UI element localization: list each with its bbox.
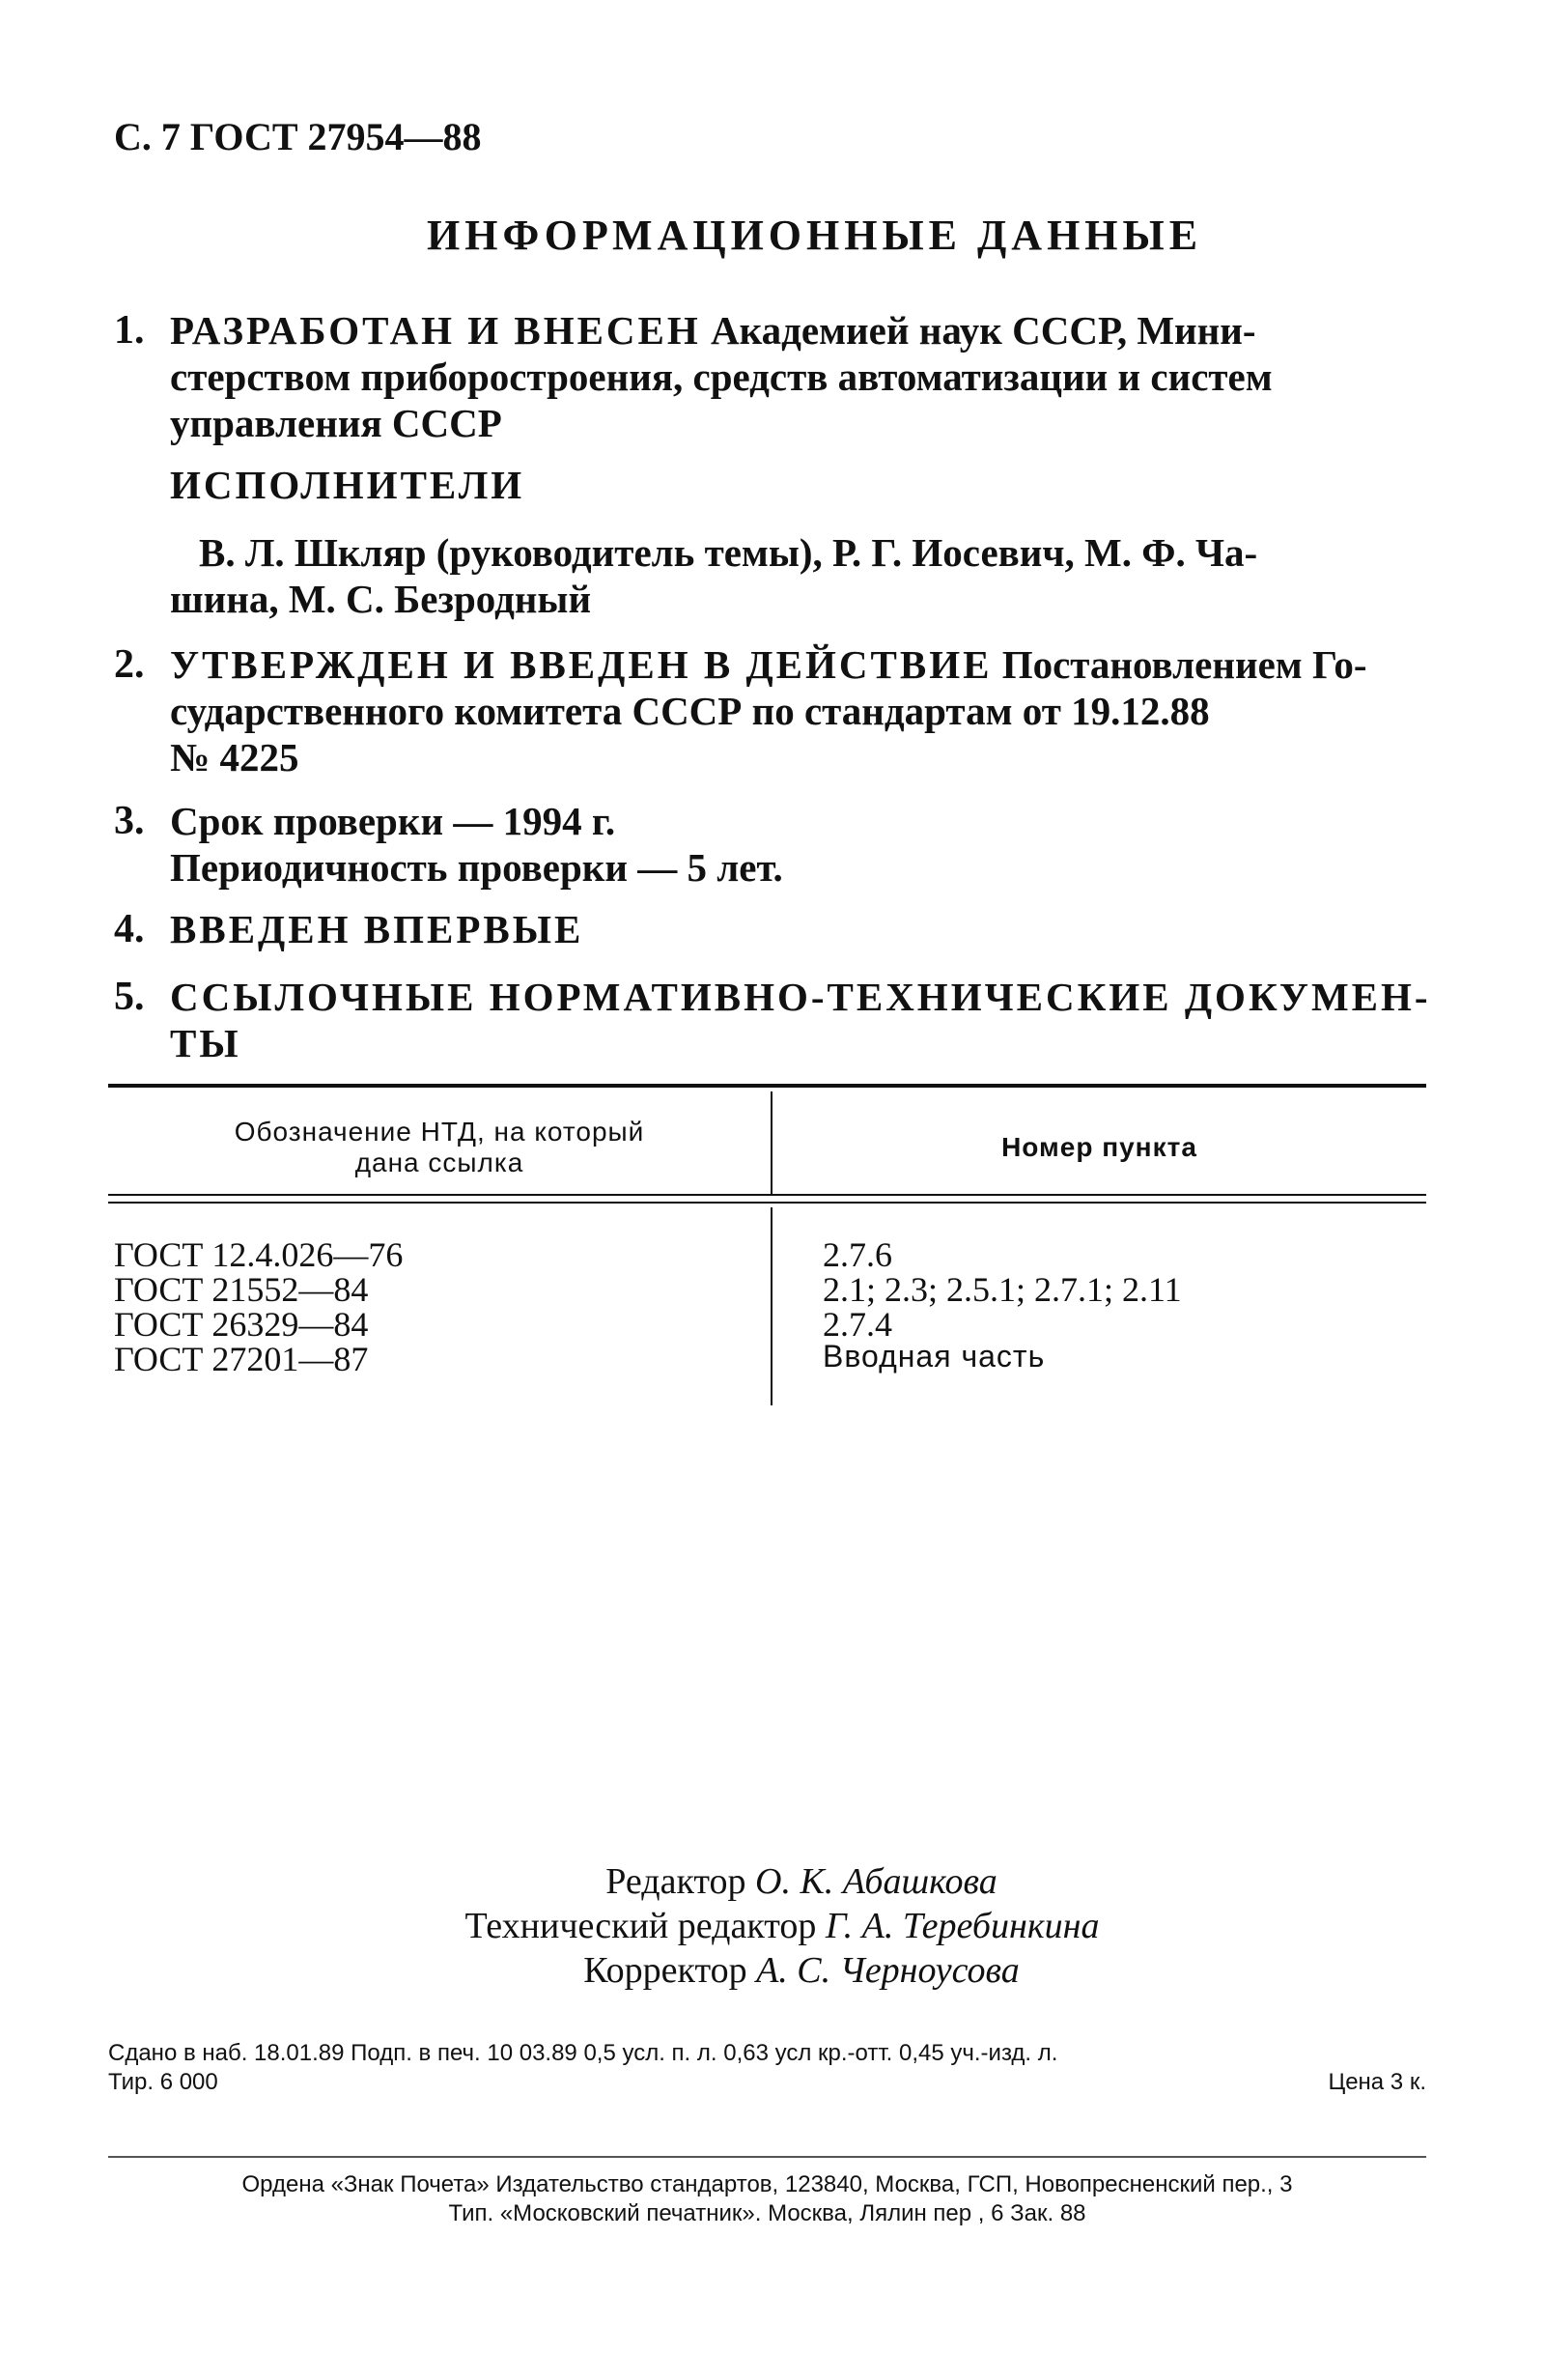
table-row-2-doc: ГОСТ 21552—84 [114,1270,369,1309]
document-title: ИНФОРМАЦИОННЫЕ ДАННЫЕ [427,212,1203,259]
item-5-line-2: ТЫ [170,1021,241,1065]
credit-tech-name: Г. А. Теребинкина [825,1906,1100,1946]
item-1-lead: РАЗРАБОТАН И ВНЕСЕН [170,308,701,353]
credit-tech-editor [0,1905,1545,1947]
item-2-line-3: № 4225 [170,735,299,779]
table-top-rule [108,1084,1426,1088]
item-5-line-1: ССЫЛОЧНЫЕ НОРМАТИВНО-ТЕХНИЧЕСКИЕ ДОКУМЕН- [170,975,1431,1019]
imprint-publisher: Ордена «Знак Почета» Издательство стандартов, 123840, Москва, ГСП, Новопресненский пер., 3 [241,2171,1293,2197]
item-4-number: 4. [114,907,145,951]
item-1-line-3: управления СССР [170,401,502,445]
item-5-number: 5. [114,975,145,1019]
credit-editor-role: Редактор [605,1861,746,1902]
item-2-line-2: сударственного комитета СССР по стандартам от 19.12.88 [170,689,1210,733]
table-header-doc-line-2: дана ссылка [354,1148,524,1177]
table-row-1-clause: 2.7.6 [823,1235,892,1274]
table-row-4-doc: ГОСТ 27201—87 [114,1340,369,1378]
credit-tech-role: Технический редактор [464,1906,817,1946]
item-2-lead: УТВЕРЖДЕН И ВВЕДЕН В ДЕЙСТВИЕ [170,642,993,687]
table-header-doc-line-1: Обозначение НТД, на который [234,1117,645,1147]
table-row-2-clause: 2.1; 2.3; 2.5.1; 2.7.1; 2.11 [823,1270,1182,1309]
item-1-line-1 [170,307,1256,354]
item-1-line-2: стерством приборостроения, средств автоматизации и систем [170,354,1273,399]
performers-line-1: В. Л. Шкляр (руководитель темы), Р. Г. Иосевич, М. Ф. Ча- [199,530,1258,575]
item-1-line-1-rest: Академией наук СССР, Мини- [700,308,1256,353]
item-2-line-1-rest: Постановлением Го- [992,642,1367,687]
imprint-printer: Тип. «Московский печатник». Москва, Лялин пер , 6 Зак. 88 [448,2200,1086,2226]
performers-heading: ИСПОЛНИТЕЛИ [170,463,525,507]
imprint-circulation: Тир. 6 000 [108,2069,218,2095]
credit-proofreader [0,1949,1545,1992]
imprint-price: Цена 3 к. [1328,2069,1426,2095]
item-2-line-1 [170,641,1367,688]
item-1-number: 1. [114,308,145,353]
table-row-1-doc: ГОСТ 12.4.026—76 [114,1235,404,1274]
credit-editor-name: О. К. Абашкова [755,1861,997,1902]
table-header-clause: Номер пункта [1001,1132,1197,1162]
item-3-line-2: Периодичность проверки — 5 лет. [170,845,783,890]
credit-proof-name: А. С. Черноусова [756,1950,1020,1991]
table-header-rule [108,1194,1426,1196]
imprint-line-1: Сдано в наб. 18.01.89 Подп. в печ. 10 03.89 0,5 усл. п. л. 0,63 усл кр.-отт. 0,45 уч.-изд. л. [108,2040,1058,2066]
table-row-3-doc: ГОСТ 26329—84 [114,1305,369,1344]
item-2-number: 2. [114,642,145,687]
table-header-rule-double [108,1202,1426,1204]
item-4-text: ВВЕДЕН ВПЕРВЫЕ [170,907,584,951]
table-column-divider-body [771,1207,772,1405]
performers-line-2: шина, М. С. Безродный [170,577,592,621]
imprint-rule [108,2156,1426,2158]
item-3-number: 3. [114,799,145,843]
table-row-4-clause: Вводная часть [823,1339,1046,1374]
table-row-3-clause: 2.7.4 [823,1305,892,1344]
item-3-line-1: Срок проверки — 1994 г. [170,799,616,843]
credit-editor [0,1860,1545,1903]
credit-proof-role: Корректор [583,1950,747,1991]
page-header: С. 7 ГОСТ 27954—88 [114,115,482,158]
